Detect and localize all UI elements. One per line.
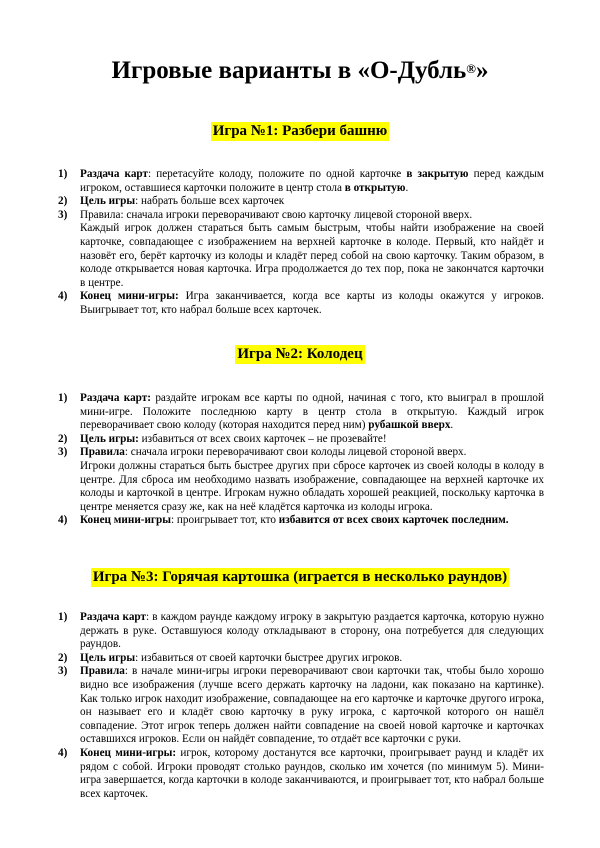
item-number: 2) [58, 651, 68, 664]
item-text: Игра заканчивается, когда все карты из колоды окажутся у игроков. Выигрывает тот, кто набрал больше всех карточек. [80, 290, 544, 316]
item-text: : проигрывает тот, кто [170, 514, 279, 527]
game-3-heading: Игра №3: Горячая картошка (играется в несколько раундов) [92, 569, 508, 585]
item-number: 3) [58, 208, 68, 221]
item-label: Конец мини-игры: [80, 290, 179, 303]
list-item [58, 168, 544, 195]
item-text: Игроки должны стараться быть быстрее других при сбросе карточек из своей колоды в колоду в центре. Для сброса им необходимо назвать изображение, совпадающее на верхней карточке их колоды и карточкой в центре. Игрокам нужно обладать хорошей реакцией, поскольку карточка в центре меняется сразу же, как на неё кладётся карточка из колоды игрока. [80, 459, 544, 513]
game-1-rules-list [58, 168, 544, 318]
game-2-heading-wrap [0, 345, 600, 364]
item-text: . [450, 419, 454, 432]
list-item [58, 611, 544, 652]
item-number: 1) [58, 168, 68, 180]
game-1-heading-wrap [0, 122, 600, 141]
list-item [58, 652, 544, 666]
item-number: 4) [58, 290, 68, 303]
item-number: 4) [58, 514, 68, 527]
item-label: Конец мини-игры: [80, 746, 177, 759]
item-label: Цель игры [80, 195, 136, 208]
page-title-close: » [475, 57, 489, 84]
game-2-heading: Игра №2: Колодец [237, 346, 363, 362]
item-label: Цель игры: [80, 432, 139, 445]
item-text: Правила: сначала игроки переворачивают свою карточку лицевой стороной вверх. [80, 208, 473, 221]
item-text: . [405, 181, 409, 194]
item-number: 4) [58, 746, 68, 759]
item-label: Конец мини-игры [80, 514, 171, 527]
page-title [0, 56, 600, 86]
game-3-heading-wrap [0, 568, 600, 587]
item-emphasis: в открытую [344, 181, 406, 194]
item-number: 3) [58, 446, 68, 459]
game-3-rules-list [58, 611, 544, 801]
list-item [58, 290, 544, 317]
game-1-heading: Игра №1: Разбери башню [212, 123, 388, 139]
game-2-rules-list [58, 392, 544, 528]
item-emphasis: рубашкой вверх [368, 419, 451, 432]
item-text: : в каждом раунде каждому игроку в закрытую раздается карточка, которую нужно держать в руке. Оставшуюся колоду откладывают в сторону, она потребуется для следующих раундов. [80, 611, 545, 651]
item-label: Раздача карт [80, 611, 146, 623]
list-item [58, 392, 544, 433]
item-text: раздайте игрокам все карты по одной, начиная с того, кто выиграл в прошлой мини-игре. Положите последнюю карту в центр стола в открытую. Каждый игрок переворачивает свою колоду (которая находится перед ним) [80, 392, 544, 432]
list-item [58, 747, 544, 801]
item-label: Раздача карт [80, 168, 148, 180]
item-label: Правила [80, 665, 125, 678]
list-item [58, 195, 544, 209]
list-item [58, 433, 544, 447]
item-number: 2) [58, 195, 68, 208]
item-text: избавиться от всех своих карточек – не прозевайте! [138, 432, 387, 445]
item-emphasis: избавится от всех своих карточек последним. [278, 514, 509, 527]
list-item [58, 514, 544, 528]
list-item [58, 209, 544, 291]
page-title-text: Игровые варианты в «О-Дубль [111, 57, 467, 84]
item-number: 3) [58, 665, 68, 678]
item-text: Каждый игрок должен стараться быть самым быстрым, чтобы найти изображение на своей карточке, совпадающее с изображением на верхней карточке в колоде. Первый, кто найдёт и назовёт его, берёт карточку из колоды и кладёт перед собой на свою карточку. Таким образом, в колоде открывается новая карточка. Игра продолжается до тех пор, пока не закончатся карточки в центре. [80, 222, 544, 289]
item-text: перед каждым игроком, оставшиеся карточки положите в центр стола [80, 168, 545, 194]
item-label: Раздача карт: [80, 392, 151, 404]
item-text: : избавиться от своей карточки быстрее других игроков. [135, 651, 403, 664]
item-number: 1) [58, 392, 68, 404]
item-label: Правила [80, 446, 125, 459]
item-emphasis: в закрытую [406, 168, 469, 180]
item-text: : набрать больше всех карточек [135, 195, 285, 208]
item-label: Цель игры [80, 651, 136, 664]
list-item [58, 446, 544, 514]
item-text: : перетасуйте колоду, положите по одной карточке [148, 168, 407, 180]
item-text: : в начале мини-игры игроки переворачивают свои карточки так, чтобы было хорошо видно все изображения (лучше всего держать карточку на ладони, как показано на картинке). Как только игрок находит изображение, совпадающее на его карточке и карточке другого игрока, он называет его и кладёт свою карточку в руку игрока, с карточкой которого он нашёл совпадение. Этот игрок теперь должен найти совпадение на своей новой карточке и карточках оставшихся игроков. Если он найдёт совпадение, то отдаёт все карточки с руки. [80, 665, 544, 746]
item-text: игрок, которому достанутся все карточки, проигрывает раунд и кладёт их рядом с собой. Игроки проводят столько раундов, сколько им хочется (по минимум 5). Мини-игра завершается, когда карточки в колоде заканчиваются, и проигрывает тот, кто набрал больше всех карточек. [80, 746, 545, 800]
item-text: : сначала игроки переворачивают свои колоды лицевой стороной вверх. [124, 446, 467, 459]
list-item [58, 665, 544, 747]
item-number: 2) [58, 432, 68, 445]
item-number: 1) [58, 611, 68, 623]
registered-mark: ® [466, 61, 476, 76]
